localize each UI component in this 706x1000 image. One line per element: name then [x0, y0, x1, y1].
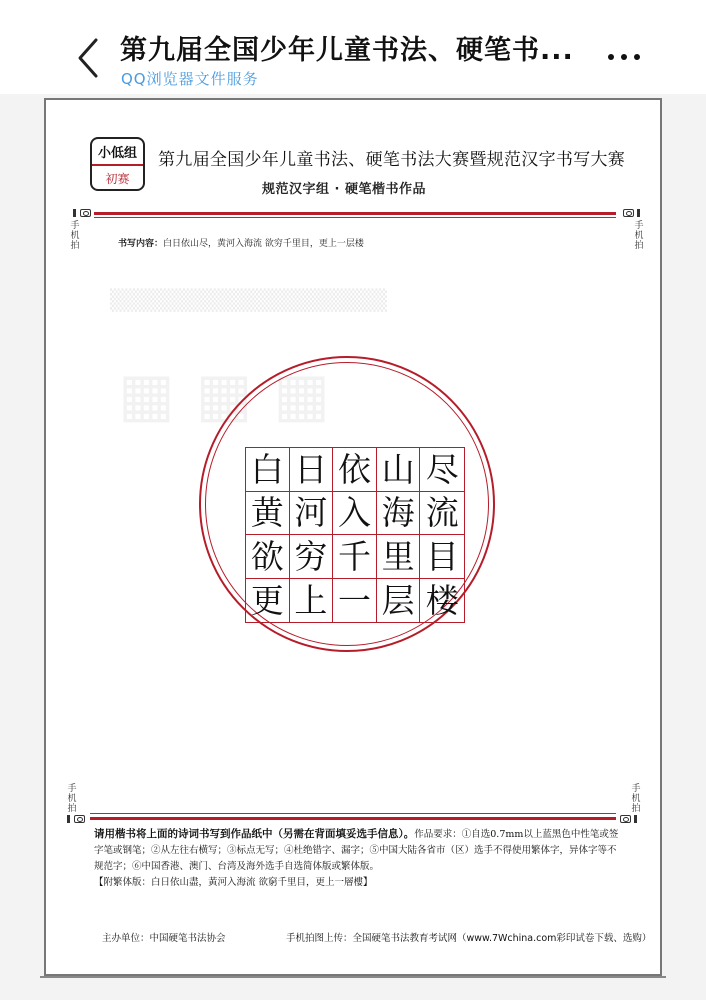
contest-title: 第九届全国少年儿童书法、硬笔书法大赛暨规范汉字书写大赛 [158, 150, 626, 170]
show-through-qr: ▦ ▦ ▦ [118, 360, 330, 430]
instructions-lead: 请用楷书将上面的诗词书写到作品纸中（另需在背面填妥选手信息）。 [94, 828, 415, 840]
marker-pin-right-top [637, 209, 640, 217]
instructions-traditional: 【附繁体版：白日依山盡，黃河入海流 欲窮千里目，更上一層樓】 [94, 877, 373, 888]
grid-cell: 日 [290, 448, 334, 492]
grid-cell: 欲 [246, 535, 290, 579]
camera-icon [623, 209, 634, 217]
grid-cell: 河 [290, 492, 334, 536]
organizer: 主办单位：中国硬笔书法协会 [102, 933, 226, 944]
grid-cell: 山 [377, 448, 421, 492]
grid-cell: 一 [333, 579, 377, 623]
side-tag-left-top: 手机拍 [70, 221, 80, 251]
marker-pin-left-top [73, 209, 76, 217]
header-rule-thin [94, 217, 616, 218]
writing-content-text: 白日依山尽，黄河入海流 欲穷千里目，更上一层楼 [163, 239, 364, 249]
instructions-requirements: 作品要求：①自选0.7mm以上蓝黑色中性笔或签字笔或钢笔；②从左往右横写；③标点无写；④杜绝错字、漏字；⑤中国大陆各省市（区）选手不得使用繁体字，异体字等不规范字；⑥中国香港、澳门、台湾及海外选手自选简体版或繁体版。 [94, 829, 619, 872]
instructions-block [94, 826, 624, 891]
camera-icon [620, 815, 631, 823]
grid-cell: 白 [246, 448, 290, 492]
footer-rule-thin [90, 813, 616, 814]
chevron-left-icon [70, 36, 110, 80]
show-through-text: ▒▒▒▒▒▒▒▒▒▒▒▒▒▒▒▒▒▒ [110, 288, 387, 312]
grid-cell: 层 [377, 579, 421, 623]
writing-grid [245, 447, 465, 623]
back-button[interactable] [70, 36, 110, 80]
grid-cell: 千 [333, 535, 377, 579]
more-button[interactable] [602, 46, 646, 66]
group-badge [90, 137, 145, 191]
contest-subtitle: 规范汉字组 · 硬笔楷书作品 [262, 182, 426, 197]
page-title: 第九届全国少年儿童书法、硬笔书... [120, 35, 574, 66]
camera-icon [80, 209, 91, 217]
grid-cell: 里 [377, 535, 421, 579]
marker-pin-left-bottom [67, 815, 70, 823]
grid-cell: 尽 [420, 448, 464, 492]
grid-cell: 依 [333, 448, 377, 492]
grid-cell: 黄 [246, 492, 290, 536]
grid-cell: 入 [333, 492, 377, 536]
header-rule-red [94, 212, 616, 215]
writing-content [118, 236, 364, 249]
badge-stage: 初赛 [105, 172, 130, 186]
grid-cell: 海 [377, 492, 421, 536]
grid-cell: 更 [246, 579, 290, 623]
writing-content-label: 书写内容： [118, 239, 164, 249]
grid-cell: 穷 [290, 535, 334, 579]
grid-cell: 目 [420, 535, 464, 579]
upload-note: 手机拍图上传：全国硬笔书法教育考试网（www.7Wchina.com彩印试卷下载、选购） [286, 933, 652, 944]
side-tag-right-top: 手机拍 [634, 221, 644, 251]
page-subtitle: QQ浏览器文件服务 [121, 70, 259, 88]
side-tag-left-bottom: 手机拍 [67, 784, 77, 814]
footer-rule-red [90, 817, 616, 820]
badge-group: 小低组 [97, 146, 137, 161]
grid-cell: 上 [290, 579, 334, 623]
grid-cell: 楼 [425, 580, 459, 620]
badge-divider [92, 164, 143, 166]
page-edge [40, 976, 666, 992]
marker-pin-right-bottom [634, 815, 637, 823]
camera-icon [74, 815, 85, 823]
grid-cell: 流 [420, 492, 464, 536]
side-tag-right-bottom: 手机拍 [631, 784, 641, 814]
app-header [0, 0, 706, 94]
